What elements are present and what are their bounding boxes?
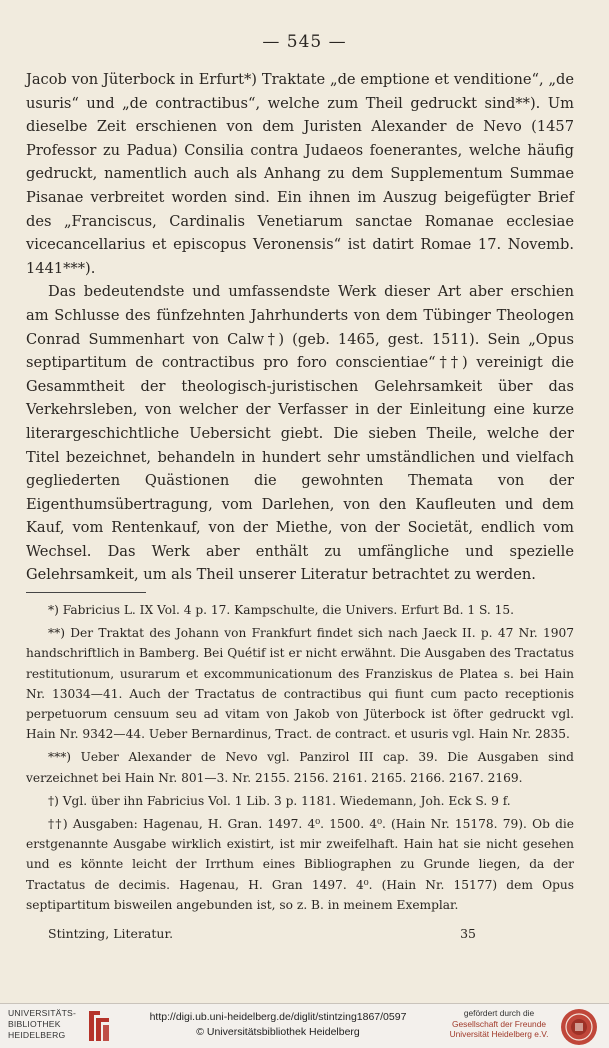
- footnotes: [26, 600, 574, 918]
- footnote: ††) Ausgaben: Hagenau, H. Gran. 1497. 4⁰. 1500. 4⁰. (Hain Nr. 15178. 79). Ob die erstgenannte Ausgabe wirklich existirt, ist mir zweifelhaft. Hain hat sie nicht gesehen und es könnte leicht der Irrthum eines Bibliographen zu Grunde liegen, da der Tractatus de decimis. Hagenau, H. Gran 1497. 4⁰. (Hain Nr. 15177) dem Opus septipartitum bisweilen angebunden ist, so z. B. in meinem Exemplar.: [26, 817, 574, 912]
- sponsor-line: Gesellschaft der Freunde: [451, 1018, 547, 1029]
- printer-signature: Stintzing, Literatur.: [48, 926, 174, 941]
- footnote: †) Vgl. über ihn Fabricius Vol. 1 Lib. 3 p. 1181. Wiedemann, Joh. Eck S. 9 f.: [48, 793, 511, 808]
- library-name[interactable]: [8, 1008, 84, 1041]
- copyright-text: © Universitätsbibliothek Heidelberg: [196, 1026, 360, 1038]
- library-banner: [0, 1003, 609, 1048]
- footnote: *) Fabricius L. IX Vol. 4 p. 17. Kampschulte, die Univers. Erfurt Bd. 1 S. 15.: [48, 603, 515, 617]
- body-text: [26, 68, 574, 587]
- citation-block: [118, 1010, 438, 1040]
- footnote: ***) Ueber Alexander de Nevo vgl. Panzirol III cap. 39. Die Ausgaben sind verzeichnet bei Hain Nr. 801—3. Nr. 2155. 2156. 2161. 2165. 2166. 2167. 2169.: [26, 750, 574, 785]
- sponsor-line: gefördert durch die: [463, 1008, 535, 1018]
- footnote-separator: [26, 592, 146, 593]
- page-footer: [26, 926, 574, 941]
- page-number: — 545 —: [262, 32, 347, 52]
- permalink-link[interactable]: http://digi.ub.uni-heidelberg.de/diglit/stintzing1867/0597: [149, 1011, 407, 1023]
- sheet-number: 35: [460, 926, 476, 941]
- library-logo-icon[interactable]: [86, 1009, 112, 1043]
- library-name-line: BIBLIOTHEK: [8, 1019, 61, 1029]
- footnote: **) Der Traktat des Johann von Frankfurt findet sich nach Jaeck II. p. 47 Nr. 1907 handschriftlich in Bamberg. Bei Quétif ist er nicht erwähnt. Die Ausgaben des Tractatus restitutionum, usurarum et excommunicationum des Franziskus de Platea s. bei Hain Nr. 13034—41. Auch der Tractatus de contractibus qui fiunt cum pacto receptionis perpetuorum censuum seu ad vitam von Jakob von Jüterbock ist öfter gedruckt vgl. Hain Nr. 9342—44. Ueber Bernardinus, Tract. de contract. et usuris vgl. Hain Nr. 2835.: [26, 626, 574, 742]
- paragraph: Das bedeutendste und umfassendste Werk dieser Art aber erschien am Schlusse des fünfzehnten Jahrhunderts von dem Tübinger Theologen Conrad Summenhart von Calw†) (geb. 1465, gest. 1511). Sein „Opus septipartitum de contractibus pro foro conscientiae“††) vereinigt die Gesammtheit der theologisch-juristischen Gelehrsamkeit über das Verkehrsleben, von welcher der Verfasser in der Einleitung eine kurze literargeschichtliche Uebersicht giebt. Die sieben Theile, welche der Titel bezeichnet, behandeln in hundert sehr umständlichen und vielfach gegliederten Quästionen die gewohnten Themata von der Eigenthumsübertragung, vom Darlehen, von den Kaufleuten und dem Kauf, vom Rentenkauf, von der Miethe, von der Societät, endlich vom Wechsel. Das Werk aber enthält zu umfängliche und spezielle Gelehrsamkeit, um als Theil unserer Literatur betrachtet zu werden.: [26, 283, 574, 584]
- university-seal-icon[interactable]: [560, 1008, 598, 1046]
- sponsor-text: [440, 1008, 558, 1040]
- library-name-line: UNIVERSITÄTS-: [8, 1008, 77, 1018]
- sponsor-line: Universität Heidelberg e.V.: [449, 1029, 549, 1039]
- paragraph: Jacob von Jüterbock in Erfurt*) Traktate „de emptione et venditione“, „de usuris“ und „de contractibus“, welche zum Theil gedruckt sind**). Um dieselbe Zeit erschienen von dem Juristen Alexander de Nevo (1457 Professor zu Padua) Consilia contra Judaeos foenerantes, welche häufig gedruckt, namentlich auch als Anhang zu dem Supplementum Summae Pisanae verbreitet worden sind. Ein ihnen im Auszug beigefügter Brief des „Franciscus, Cardinalis Venetiarum sanctae Romanae ecclesiae vicecancellarius et episcopus Veronensis“ ist datirt Romae 17. Novemb. 1441***).: [26, 71, 574, 277]
- library-name-line: HEIDELBERG: [8, 1030, 66, 1040]
